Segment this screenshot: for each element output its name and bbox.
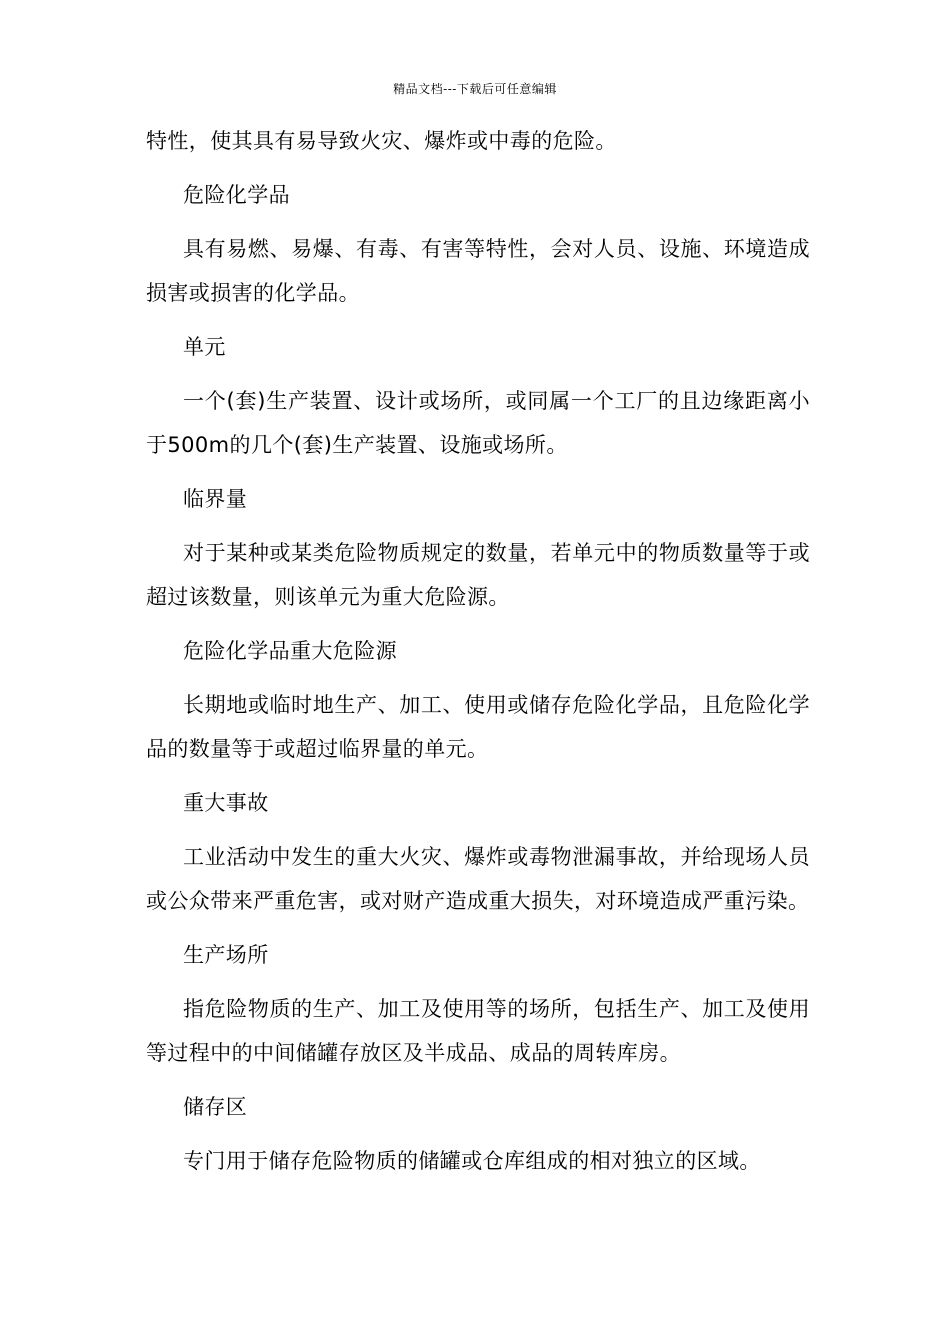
definition-threshold-quantity: 对于某种或某类危险物质规定的数量，若单元中的物质数量等于或超过该数量，则该单元为重大危险源。 bbox=[146, 541, 810, 609]
definition-major-accident: 工业活动中发生的重大火灾、爆炸或毒物泄漏事故，并给现场人员或公众带来严重危害，或对财产造成重大损失，对环境造成严重污染。 bbox=[146, 845, 810, 913]
term-heading-major-accident: 重大事故 bbox=[183, 791, 269, 815]
term-heading-hazardous-chemicals: 危险化学品 bbox=[183, 183, 290, 207]
page-header: 精品文档---下载后可任意编辑 bbox=[393, 82, 557, 96]
definition-unit: 一个(套)生产装置、设计或场所，或同属一个工厂的且边缘距离小于500m的几个(套)生产装置、设施或场所。 bbox=[146, 389, 810, 457]
definition-storage-area: 专门用于储存危险物质的储罐或仓库组成的相对独立的区域。 bbox=[183, 1149, 761, 1173]
term-heading-major-hazard-source: 危险化学品重大危险源 bbox=[183, 639, 397, 663]
definition-hazardous-chemicals: 具有易燃、易爆、有毒、有害等特性，会对人员、设施、环境造成损害或损害的化学品。 bbox=[146, 237, 810, 305]
paragraph-continuation: 特性，使其具有易导致火灾、爆炸或中毒的危险。 bbox=[146, 129, 617, 153]
definition-production-site: 指危险物质的生产、加工及使用等的场所，包括生产、加工及使用等过程中的中间储罐存放区及半成品、成品的周转库房。 bbox=[146, 997, 810, 1065]
term-heading-unit: 单元 bbox=[183, 335, 226, 359]
term-heading-threshold-quantity: 临界量 bbox=[183, 487, 248, 511]
term-heading-production-site: 生产场所 bbox=[183, 943, 269, 967]
term-heading-storage-area: 储存区 bbox=[183, 1095, 248, 1119]
document-body bbox=[146, 119, 810, 1183]
definition-major-hazard-source: 长期地或临时地生产、加工、使用或储存危险化学品，且危险化学品的数量等于或超过临界量的单元。 bbox=[146, 693, 810, 761]
